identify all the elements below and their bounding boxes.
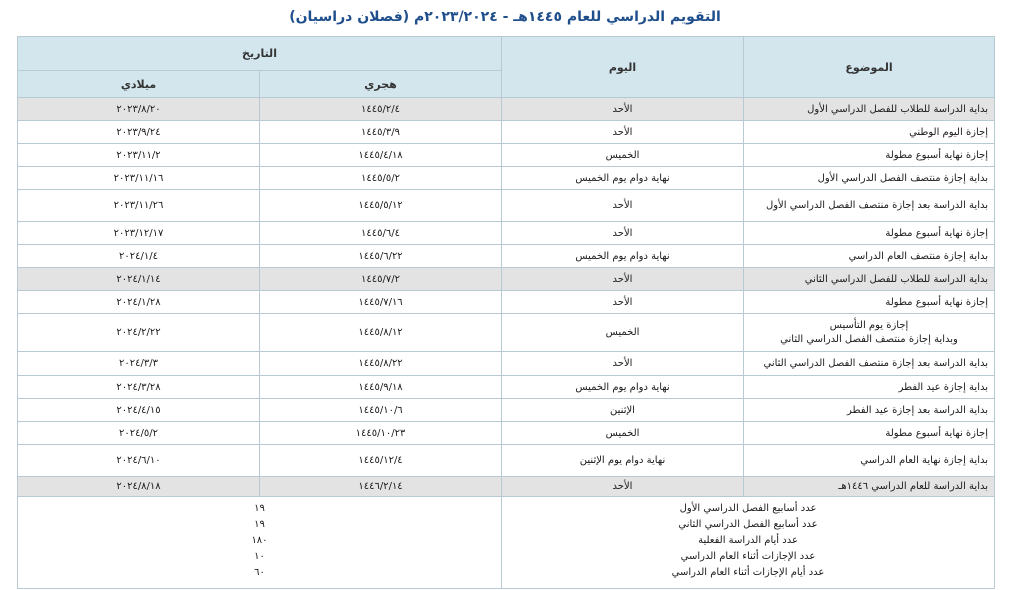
gregorian-cell: ٢٠٢٤/١/٢٨	[18, 291, 260, 314]
subject-text: إجازة نهاية أسبوع مطولة	[885, 296, 989, 308]
gregorian-cell: ٢٠٢٤/٤/١٥	[18, 399, 260, 422]
table-row	[18, 422, 995, 445]
subject-cell	[744, 222, 995, 245]
table-row	[18, 314, 995, 352]
table-row	[18, 399, 995, 422]
subject-text: بداية الدراسة بعد إجازة عيد الفطر	[846, 404, 989, 416]
hijri-cell: ١٤٤٥/١٠/٢٣	[260, 422, 502, 445]
gregorian-cell: ٢٠٢٣/١١/١٦	[18, 167, 260, 190]
summary-value: ١٩	[254, 519, 265, 530]
gregorian-cell: ٢٠٢٣/٨/٢٠	[18, 98, 260, 121]
day-cell: الخميس	[502, 422, 744, 445]
summary-label: عدد أيام الدراسة الفعلية	[698, 535, 798, 546]
subject-text: بداية إجازة منتصف العام الدراسي	[848, 250, 989, 262]
subject-text: بداية إجازة نهاية العام الدراسي	[860, 455, 989, 466]
hijri-cell: ١٤٤٥/١٢/٤	[260, 445, 502, 477]
gregorian-cell: ٢٠٢٤/٥/٢	[18, 422, 260, 445]
subject-cell	[744, 399, 995, 422]
table-row	[18, 98, 995, 121]
subject-cell	[744, 245, 995, 268]
day-cell: الأحد	[502, 291, 744, 314]
day-cell: نهاية دوام يوم الخميس	[502, 245, 744, 268]
table-body	[18, 98, 995, 589]
summary-value: ١٨٠	[251, 535, 268, 546]
hijri-cell: ١٤٤٥/٥/١٢	[260, 190, 502, 222]
subject-header: الموضوع	[744, 37, 995, 98]
subject-text: بداية إجازة منتصف الفصل الدراسي الأول	[817, 172, 989, 184]
subject-text: بداية الدراسة بعد إجازة منتصف الفصل الدراسي الثاني	[763, 358, 989, 369]
subject-cell	[744, 422, 995, 445]
subject-text: بداية الدراسة بعد إجازة منتصف الفصل الدراسي الأول	[765, 200, 989, 211]
summary-values-cell	[18, 497, 502, 589]
hijri-cell: ١٤٤٥/٨/٢٢	[260, 352, 502, 376]
hijri-cell: ١٤٤٥/٣/٩	[260, 121, 502, 144]
summary-value: ١٩	[254, 503, 265, 514]
page-title: التقويم الدراسي للعام ١٤٤٥هـ - ٢٠٢٣/٢٠٢٤م (فصلان دراسيان)	[289, 9, 721, 25]
table-row	[18, 352, 995, 376]
hijri-cell: ١٤٤٥/٢/٤	[260, 98, 502, 121]
hijri-header: هجري	[260, 71, 502, 98]
day-cell: نهاية دوام يوم الخميس	[502, 376, 744, 399]
subject-cell	[744, 291, 995, 314]
subject-text-line2: وبداية إجازة منتصف الفصل الدراسي الثاني	[780, 333, 958, 345]
gregorian-cell: ٢٠٢٤/٨/١٨	[18, 477, 260, 497]
table-row	[18, 376, 995, 399]
hijri-cell: ١٤٤٥/٩/١٨	[260, 376, 502, 399]
hijri-cell: ١٤٤٥/٥/٢	[260, 167, 502, 190]
subject-cell	[744, 167, 995, 190]
gregorian-cell: ٢٠٢٣/٩/٢٤	[18, 121, 260, 144]
day-cell: الخميس	[502, 144, 744, 167]
subject-text: بداية الدراسة للعام الدراسي ١٤٤٦هـ	[838, 481, 989, 492]
summary-label: عدد أيام الإجازات أثناء العام الدراسي	[671, 567, 825, 578]
subject-cell	[744, 445, 995, 477]
gregorian-cell: ٢٠٢٣/١١/٢٦	[18, 190, 260, 222]
date-header: التاريخ	[18, 37, 502, 71]
table-row	[18, 477, 995, 497]
gregorian-cell: ٢٠٢٣/١١/٢	[18, 144, 260, 167]
subject-cell	[744, 190, 995, 222]
hijri-cell: ١٤٤٦/٢/١٤	[260, 477, 502, 497]
table-row	[18, 144, 995, 167]
day-cell: الأحد	[502, 121, 744, 144]
table-row	[18, 291, 995, 314]
table-row	[18, 121, 995, 144]
gregorian-cell: ٢٠٢٤/١/١٤	[18, 268, 260, 291]
calendar-table	[17, 36, 995, 589]
day-header: اليوم	[502, 37, 744, 98]
subject-cell	[744, 477, 995, 497]
subject-text: إجازة يوم التأسيس	[829, 319, 909, 331]
summary-value: ١٠	[254, 551, 265, 562]
table-row	[18, 445, 995, 477]
subject-cell	[744, 98, 995, 121]
gregorian-header: ميلادي	[18, 71, 260, 98]
hijri-cell: ١٤٤٥/٨/١٢	[260, 314, 502, 352]
subject-text: إجازة نهاية أسبوع مطولة	[885, 149, 989, 161]
summary-labels-cell	[502, 497, 995, 589]
day-cell: الأحد	[502, 98, 744, 121]
summary-label: عدد أسابيع الفصل الدراسي الأول	[679, 503, 817, 514]
hijri-cell: ١٤٤٥/٦/٢٢	[260, 245, 502, 268]
day-cell: الأحد	[502, 477, 744, 497]
gregorian-cell: ٢٠٢٤/٣/٢٨	[18, 376, 260, 399]
subject-cell	[744, 376, 995, 399]
gregorian-cell: ٢٠٢٤/٣/٣	[18, 352, 260, 376]
gregorian-cell: ٢٠٢٤/٦/١٠	[18, 445, 260, 477]
day-cell: الخميس	[502, 314, 744, 352]
summary-row	[18, 497, 995, 589]
day-cell: الإثنين	[502, 399, 744, 422]
summary-label: عدد أسابيع الفصل الدراسي الثاني	[678, 519, 818, 530]
table-row	[18, 190, 995, 222]
subject-cell	[744, 314, 995, 352]
table-row	[18, 222, 995, 245]
subject-cell	[744, 144, 995, 167]
subject-cell	[744, 121, 995, 144]
hijri-cell: ١٤٤٥/٤/١٨	[260, 144, 502, 167]
subject-text: بداية إجازة عيد الفطر	[898, 381, 989, 393]
subject-cell	[744, 268, 995, 291]
subject-cell	[744, 352, 995, 376]
day-cell: الأحد	[502, 352, 744, 376]
subject-text: بداية الدراسة للطلاب للفصل الدراسي الثاني	[804, 273, 989, 285]
table-row	[18, 268, 995, 291]
hijri-cell: ١٤٤٥/٧/٢	[260, 268, 502, 291]
hijri-cell: ١٤٤٥/٧/١٦	[260, 291, 502, 314]
subject-text: إجازة نهاية أسبوع مطولة	[885, 427, 989, 439]
subject-text: إجازة نهاية أسبوع مطولة	[885, 227, 989, 239]
subject-text: بداية الدراسة للطلاب للفصل الدراسي الأول	[807, 103, 989, 115]
summary-label: عدد الإجازات أثناء العام الدراسي	[680, 551, 816, 562]
day-cell: الأحد	[502, 190, 744, 222]
gregorian-cell: ٢٠٢٣/١٢/١٧	[18, 222, 260, 245]
hijri-cell: ١٤٤٥/٦/٤	[260, 222, 502, 245]
table-row	[18, 167, 995, 190]
subject-text: إجازة اليوم الوطني	[909, 126, 989, 138]
day-cell: الأحد	[502, 222, 744, 245]
day-cell: نهاية دوام يوم الإثنين	[502, 445, 744, 477]
day-cell: نهاية دوام يوم الخميس	[502, 167, 744, 190]
table-row	[18, 245, 995, 268]
hijri-cell: ١٤٤٥/١٠/٦	[260, 399, 502, 422]
summary-value: ٦٠	[254, 567, 265, 578]
day-cell: الأحد	[502, 268, 744, 291]
gregorian-cell: ٢٠٢٤/٢/٢٢	[18, 314, 260, 352]
gregorian-cell: ٢٠٢٤/١/٤	[18, 245, 260, 268]
